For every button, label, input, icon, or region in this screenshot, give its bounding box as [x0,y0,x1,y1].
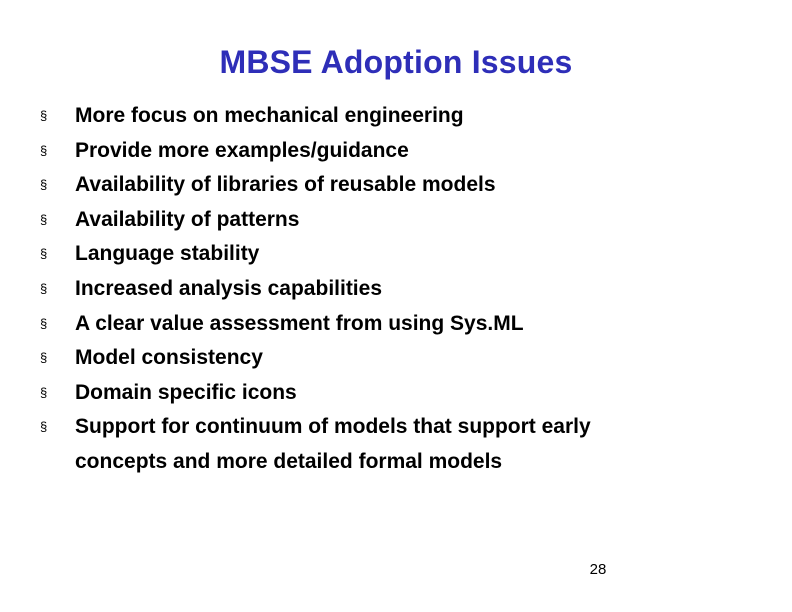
bullet-item [40,410,740,479]
bullet-icon: § [40,246,48,262]
bullet-icon: § [40,211,48,227]
bullet-item [40,307,740,342]
bullet-text: More focus on mechanical engineering [75,104,464,127]
bullet-item [40,272,740,307]
bullet-text: Availability of libraries of reusable models [75,173,496,197]
bullet-icon: § [40,419,48,435]
slide-title: MBSE Adoption Issues [219,44,573,80]
bullet-item [40,168,740,203]
page-number: 28 [589,561,607,578]
bullet-item [40,237,740,272]
bullet-text: Increased analysis capabilities [75,276,383,300]
bullet-icon: § [40,108,48,123]
bullet-item [40,203,740,238]
bullet-icon: § [40,315,48,331]
bullet-list [40,99,740,480]
bullet-item [40,376,740,411]
bullet-text: Provide more examples/guidance [75,138,409,162]
bullet-text: Support for continuum of models that support early concepts and more detailed formal models [75,415,591,473]
bullet-icon: § [40,350,48,366]
bullet-icon: § [40,177,48,193]
bullet-icon: § [40,142,48,158]
bullet-item [40,134,740,169]
bullet-text: A clear value assessment from using Sys.ML [75,311,524,335]
bullet-text: Domain specific icons [75,380,297,404]
bullet-item [40,341,740,376]
bullet-text: Language stability [75,242,260,266]
bullet-item [40,99,740,134]
bullet-text: Availability of patterns [75,207,300,231]
bullet-icon: § [40,280,48,296]
bullet-text: Model consistency [75,346,263,370]
bullet-icon: § [40,384,48,400]
